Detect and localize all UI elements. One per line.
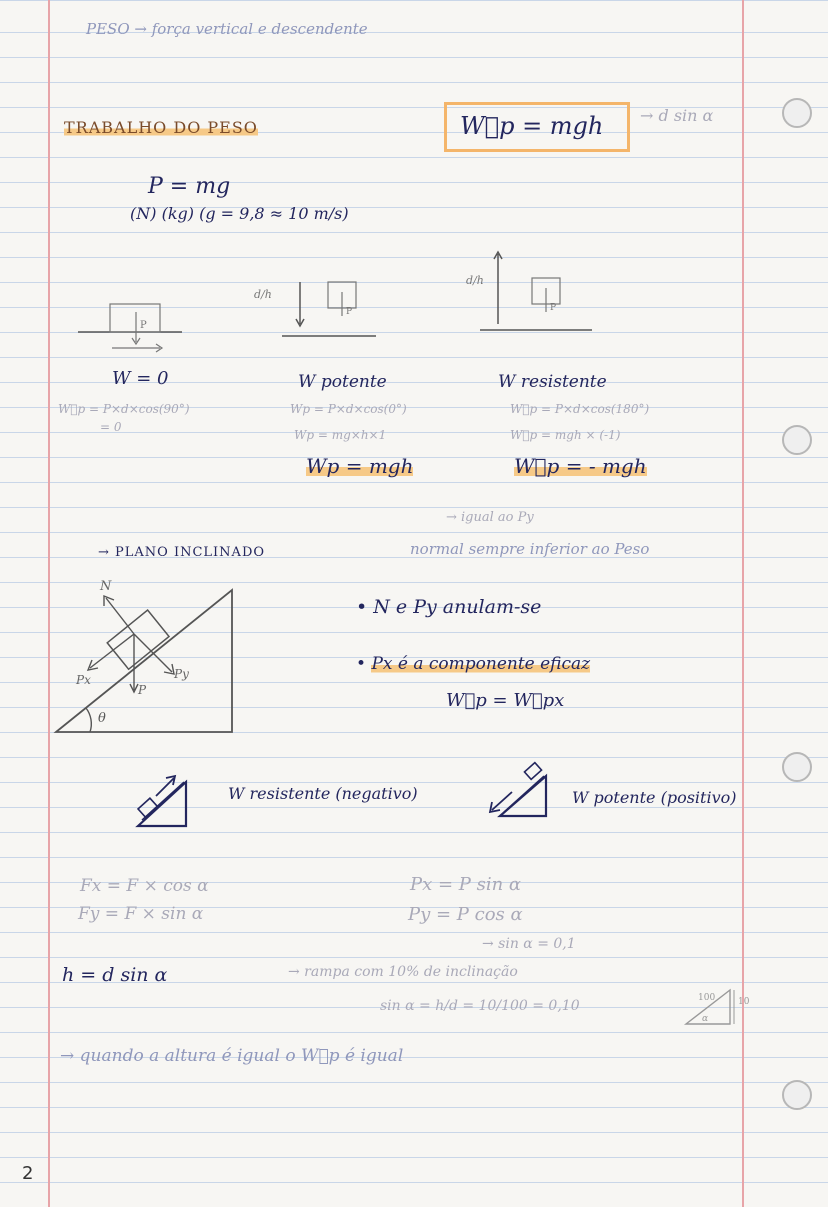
final-note: → quando a altura é igual o W⃗p é igual bbox=[60, 1046, 404, 1066]
case-resistente-line: W⃗p = P×d×cos(180°) bbox=[510, 402, 650, 416]
normal-label: N bbox=[100, 579, 112, 594]
py-formula: Py = P cos α bbox=[408, 904, 523, 925]
height-formula: h = d sin α bbox=[62, 964, 168, 986]
diagram-p-label: P bbox=[550, 303, 557, 313]
ramp-resistente-icon bbox=[132, 768, 192, 830]
ramp-resistente-label: W resistente (negativo) bbox=[228, 784, 418, 803]
sin-calc: sin α = h/d = 10/100 = 0,10 bbox=[380, 998, 580, 1014]
triangle-height-label: 10 bbox=[738, 997, 750, 1007]
weight-units: (N) (kg) (g = 9,8 ≈ 10 m/s) bbox=[130, 204, 349, 223]
case-zero-heading: W = 0 bbox=[112, 368, 169, 389]
ramp-note: → rampa com 10% de inclinação bbox=[288, 964, 518, 980]
case-potente-result: Wp = mgh bbox=[306, 454, 414, 478]
small-triangle-diagram bbox=[682, 986, 762, 1030]
inclined-plane-diagram bbox=[54, 572, 244, 738]
binder-hole bbox=[782, 98, 812, 128]
case-zero-line: W⃗p = P×d×cos(90°) bbox=[58, 402, 190, 416]
page-number: 2 bbox=[22, 1163, 34, 1184]
ramp-potente-label: W potente (positivo) bbox=[572, 788, 737, 807]
fy-formula: Fy = F × sin α bbox=[78, 904, 204, 924]
case-potente-line: Wp = P×d×cos(0°) bbox=[290, 402, 407, 416]
horizontal-displacement-diagram bbox=[70, 290, 190, 360]
inclined-bullet: • Px é a componente eficaz bbox=[356, 654, 591, 674]
inclined-formula: W⃗p = W⃗px bbox=[446, 690, 565, 711]
sin-note: → sin α = 0,1 bbox=[482, 936, 576, 952]
weight-formula: P = mg bbox=[148, 174, 231, 199]
binder-hole bbox=[782, 1080, 812, 1110]
case-zero-line: = 0 bbox=[100, 420, 122, 434]
inclined-bullet: • N e Py anulam-se bbox=[356, 596, 542, 618]
p-label: P bbox=[138, 683, 147, 697]
diagram-d-label: d/h bbox=[254, 288, 272, 301]
diagram-p-label: P bbox=[346, 307, 353, 317]
left-margin-line bbox=[48, 0, 50, 1207]
formula-box-text: W⃗p = mgh bbox=[460, 112, 604, 140]
inclined-label: → PLANO INCLINADO bbox=[98, 545, 266, 560]
diagram-p-label: P bbox=[140, 320, 147, 331]
binder-hole bbox=[782, 752, 812, 782]
formula-note: → d sin α bbox=[640, 106, 714, 125]
binder-hole bbox=[782, 425, 812, 455]
inclined-note-normal: normal sempre inferior ao Peso bbox=[410, 540, 650, 558]
triangle-alpha-label: α bbox=[702, 1014, 709, 1024]
downward-displacement-diagram bbox=[250, 272, 380, 342]
inclined-note-top: → igual ao Py bbox=[446, 510, 534, 525]
py-label: Py bbox=[174, 667, 189, 681]
px-formula: Px = P sin α bbox=[410, 874, 522, 895]
case-resistente-heading: W resistente bbox=[498, 372, 607, 392]
case-potente-line: Wp = mg×h×1 bbox=[294, 428, 387, 442]
case-potente-heading: W potente bbox=[298, 372, 387, 392]
fx-formula: Fx = F × cos α bbox=[80, 876, 209, 896]
case-resistente-line: W⃗p = mgh × (-1) bbox=[510, 428, 621, 442]
header-line: PESO → força vertical e descendente bbox=[86, 20, 368, 38]
triangle-hyp-label: 100 bbox=[698, 993, 716, 1003]
upward-displacement-diagram bbox=[460, 246, 600, 336]
px-label: Px bbox=[76, 673, 91, 687]
diagram-d-label: d/h bbox=[466, 274, 484, 287]
theta-label: θ bbox=[98, 711, 106, 726]
ramp-potente-icon bbox=[486, 762, 552, 824]
section-title: TRABALHO DO PESO bbox=[64, 118, 258, 137]
case-resistente-result: W⃗p = - mgh bbox=[514, 454, 647, 478]
